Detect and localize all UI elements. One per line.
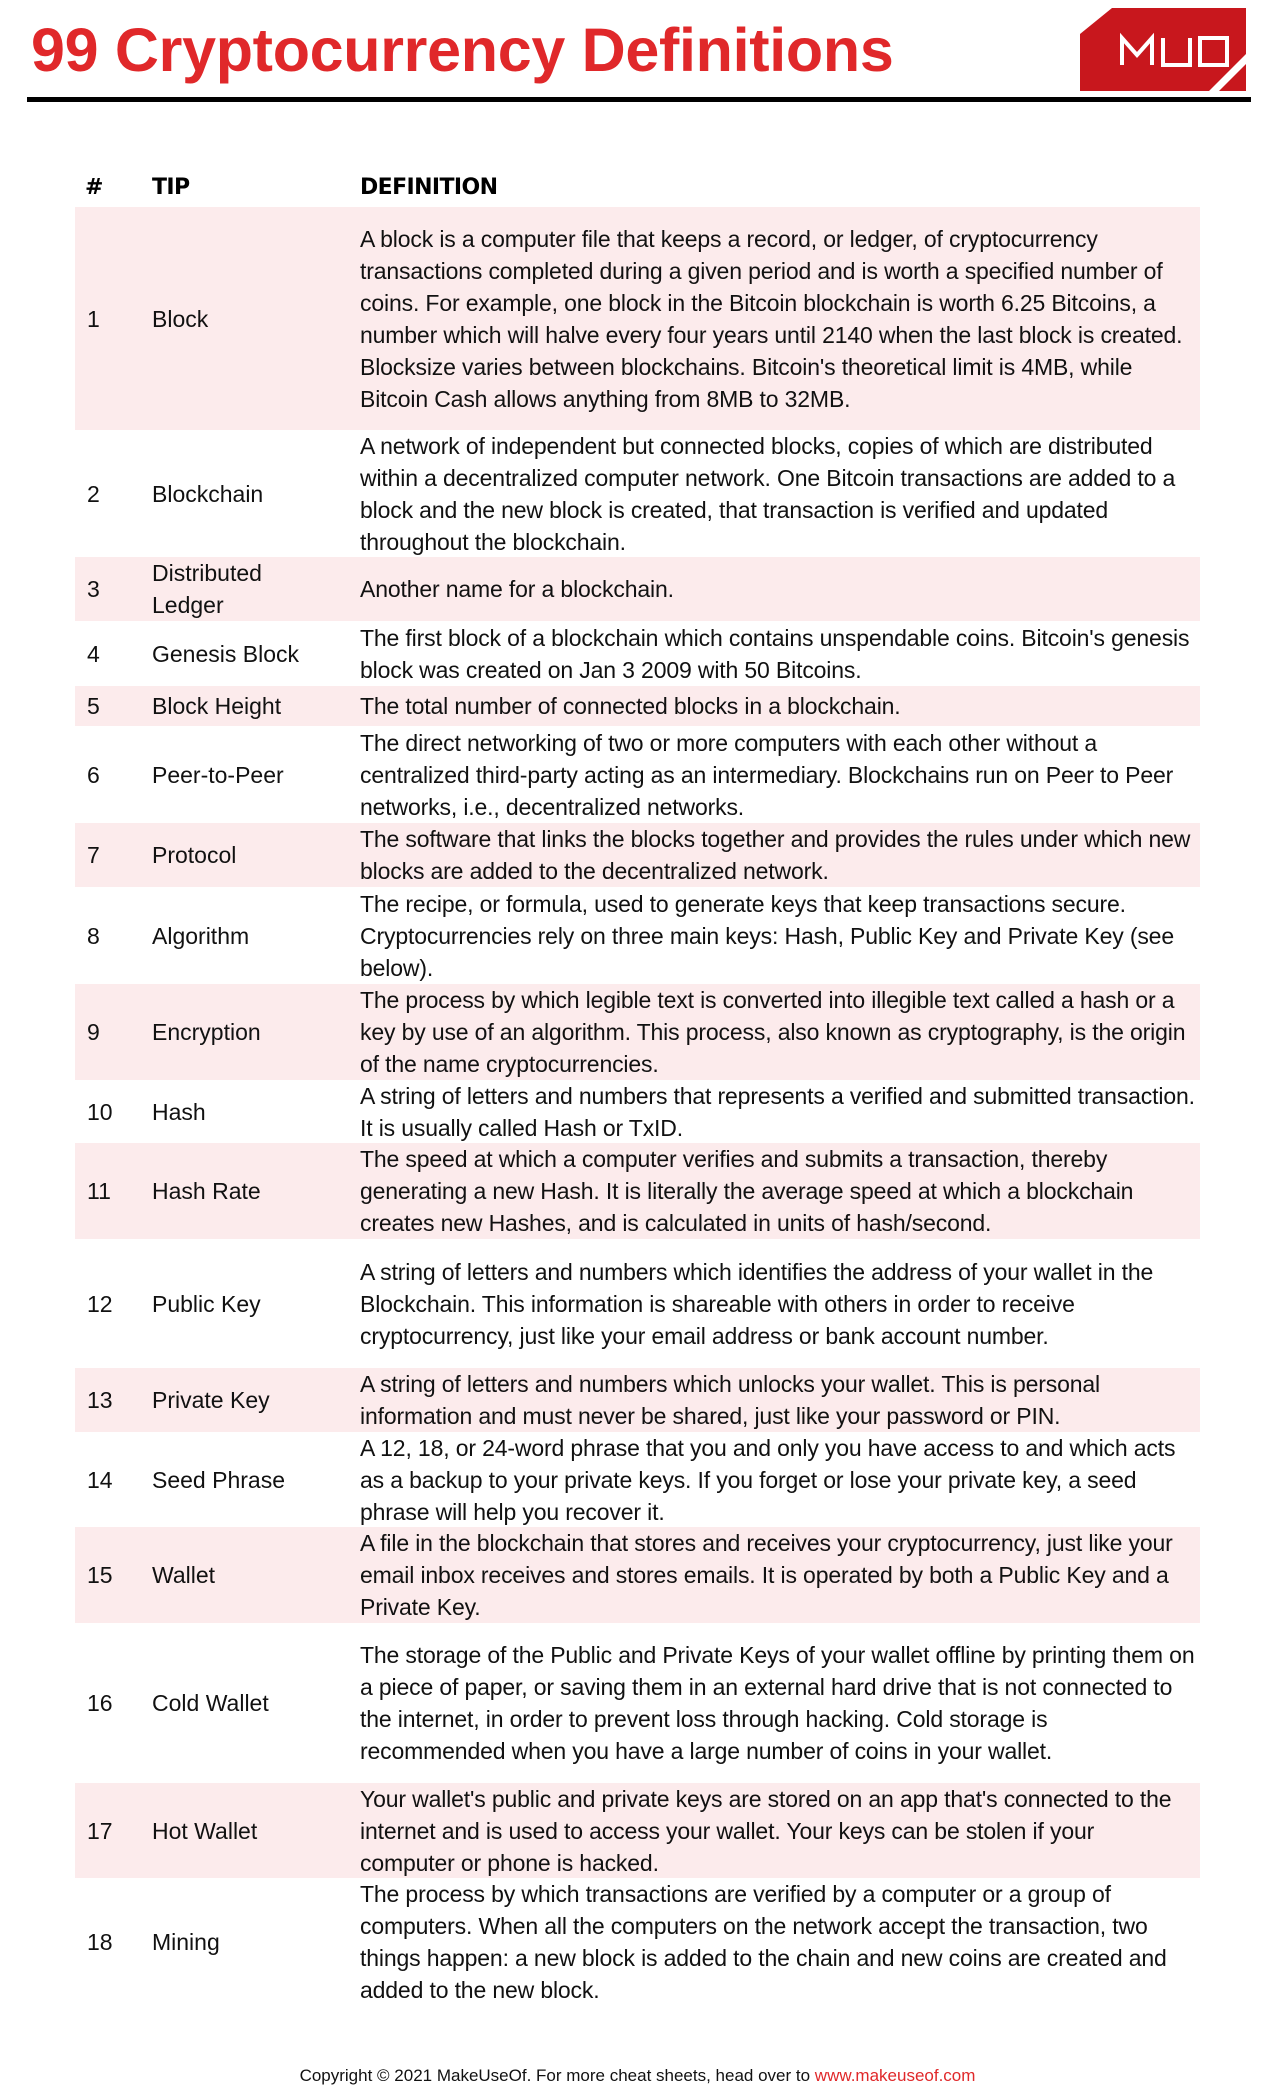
row-number: 18 <box>87 1928 113 1955</box>
row-number: 3 <box>87 576 100 602</box>
row-definition: A string of letters and numbers which identifies the address of your wallet in the Blockchain. This information is shareable with others in order to receive cryptocurrency, just like your email address or bank account number. <box>360 1258 1154 1349</box>
page-title: 99 Cryptocurrency Definitions <box>31 16 894 84</box>
table-row <box>75 726 1200 823</box>
row-number: 17 <box>87 1817 113 1844</box>
row-definition: The storage of the Public and Private Keys of your wallet offline by printing them on a piece of paper, or saving them in an external hard drive that is not connected to the internet, in order to prevent loss through hacking. Cold storage is recommended when you have a large number of coins in your wallet. <box>360 1642 1195 1764</box>
table-row <box>75 1783 1200 1878</box>
table-row <box>75 430 1200 557</box>
row-number: 9 <box>87 1019 100 1045</box>
table-row <box>75 823 1200 887</box>
table-row <box>75 1368 1200 1432</box>
row-definition: The total number of connected blocks in a blockchain. <box>360 693 901 719</box>
row-term: Wallet <box>152 1562 216 1588</box>
row-definition: A network of independent but connected blocks, copies of which are distributed within a decentralized computer network. One Bitcoin transactions are added to a block and the new block is created, that transaction is verified and updated throughout the blockchain. <box>360 432 1176 555</box>
row-term: Mining <box>152 1928 220 1955</box>
row-term: Block <box>152 305 209 332</box>
row-number: 7 <box>87 842 100 868</box>
footer <box>0 2064 1275 2088</box>
row-definition: A block is a computer file that keeps a record, or ledger, of cryptocurrency transactions completed during a given period and is worth a specified number of coins. For example, one block in the Bitcoin blockchain is worth 6.25 Bitcoins, a number which will halve every four years until 2140 when the last block is created. Blocksize varies between blockchains. Bitcoin's theoretical limit is 4MB, while Bitcoin Cash allows anything from 8MB to 32MB. <box>360 225 1183 412</box>
table-row <box>75 1878 1200 2005</box>
column-header-tip: TIP <box>152 175 190 200</box>
row-term: Seed Phrase <box>152 1466 285 1493</box>
row-definition: Your wallet's public and private keys are stored on an app that's connected to the internet and is used to access your wallet. Your keys can be stolen if your computer or phone is hacked. <box>360 1785 1172 1876</box>
row-number: 1 <box>87 305 100 332</box>
row-number: 12 <box>87 1290 113 1317</box>
row-term: Hot Wallet <box>152 1817 258 1844</box>
row-term: Blockchain <box>152 480 264 507</box>
table-row <box>75 1143 1200 1239</box>
row-term: Peer-to-Peer <box>152 761 284 788</box>
row-number: 6 <box>87 761 100 788</box>
row-definition: The software that links the blocks together and provides the rules under which new blocks are added to the decentralized network. <box>360 826 1191 884</box>
row-number: 8 <box>87 922 100 949</box>
row-number: 14 <box>87 1466 113 1493</box>
makeuseof-link[interactable]: www.makeuseof.com <box>814 2066 976 2085</box>
row-number: 15 <box>87 1562 113 1588</box>
row-definition: A string of letters and numbers which unlocks your wallet. This is personal information and must never be shared, just like your password or PIN. <box>360 1371 1101 1429</box>
column-header-definition: DEFINITION <box>360 175 498 200</box>
row-term: Algorithm <box>152 922 250 949</box>
row-definition: The process by which legible text is converted into illegible text called a hash or a key by use of an algorithm. This process, also known as cryptography, is the origin of the name cryptocurrencies. <box>360 987 1186 1077</box>
table-row <box>75 1080 1200 1143</box>
row-term: Public Key <box>152 1290 261 1317</box>
row-term: Protocol <box>152 842 237 868</box>
muo-logo-icon <box>1080 8 1246 91</box>
row-number: 4 <box>87 640 100 667</box>
definitions-table <box>75 170 1200 2005</box>
row-definition: The speed at which a computer verifies and submits a transaction, thereby generating a new Hash. It is literally the average speed at which a blockchain creates new Hashes, and is calculated in units of hash/second. <box>360 1146 1134 1236</box>
row-definition: A string of letters and numbers that represents a verified and submitted transaction. It is usually called Hash or TxID. <box>360 1082 1195 1141</box>
row-definition: The recipe, or formula, used to generate keys that keep transactions secure. Cryptocurrencies rely on three main keys: Hash, Public Key and Private Key (see below). <box>360 890 1174 981</box>
row-definition: The direct networking of two or more computers with each other without a centralized third-party acting as an intermediary. Blockchains run on Peer to Peer networks, i.e., decentralized networks. <box>360 729 1174 820</box>
table-row <box>75 1432 1200 1527</box>
column-header-number: # <box>85 175 103 200</box>
table-row <box>75 557 1200 621</box>
row-definition: The first block of a blockchain which contains unspendable coins. Bitcoin's genesis block was created on Jan 3 2009 with 50 Bitcoins. <box>360 624 1190 683</box>
row-term: Block Height <box>152 693 282 719</box>
muo-logo[interactable] <box>1080 8 1246 91</box>
table-row <box>75 1623 1200 1783</box>
table-row <box>75 1239 1200 1368</box>
table-row <box>75 686 1200 726</box>
table-row <box>75 207 1200 430</box>
row-definition: The process by which transactions are verified by a computer or a group of computers. When all the computers on the network accept the transaction, two things happen: a new block is added to the chain and new coins are created and added to the new block. <box>360 1880 1167 2003</box>
table-header <box>75 170 1200 207</box>
row-term: Cold Wallet <box>152 1690 269 1716</box>
row-definition: A 12, 18, or 24-word phrase that you and only you have access to and which acts as a backup to your private keys. If you forget or lose your private key, a seed phrase will help you recover it. <box>360 1434 1176 1525</box>
table-row <box>75 1527 1200 1623</box>
row-term: Distributed Ledger <box>152 560 262 618</box>
row-term: Hash <box>152 1098 206 1125</box>
row-term: Genesis Block <box>152 640 300 667</box>
table-row <box>75 621 1200 686</box>
row-number: 11 <box>87 1178 111 1204</box>
row-number: 13 <box>87 1387 113 1413</box>
row-definition: Another name for a blockchain. <box>360 576 674 602</box>
table-row <box>75 887 1200 984</box>
row-definition: A file in the blockchain that stores and receives your cryptocurrency, just like your email inbox receives and stores emails. It is operated by both a Public Key and a Private Key. <box>360 1530 1173 1620</box>
row-term: Private Key <box>152 1387 270 1413</box>
row-number: 10 <box>87 1098 113 1125</box>
row-term: Hash Rate <box>152 1178 261 1204</box>
row-term: Encryption <box>152 1019 261 1045</box>
title-divider <box>27 97 1251 102</box>
row-number: 16 <box>87 1690 113 1716</box>
table-row <box>75 984 1200 1080</box>
row-number: 2 <box>87 480 100 507</box>
row-number: 5 <box>87 693 100 719</box>
copyright-text: Copyright © 2021 MakeUseOf. For more cheat sheets, head over to <box>299 2066 815 2085</box>
